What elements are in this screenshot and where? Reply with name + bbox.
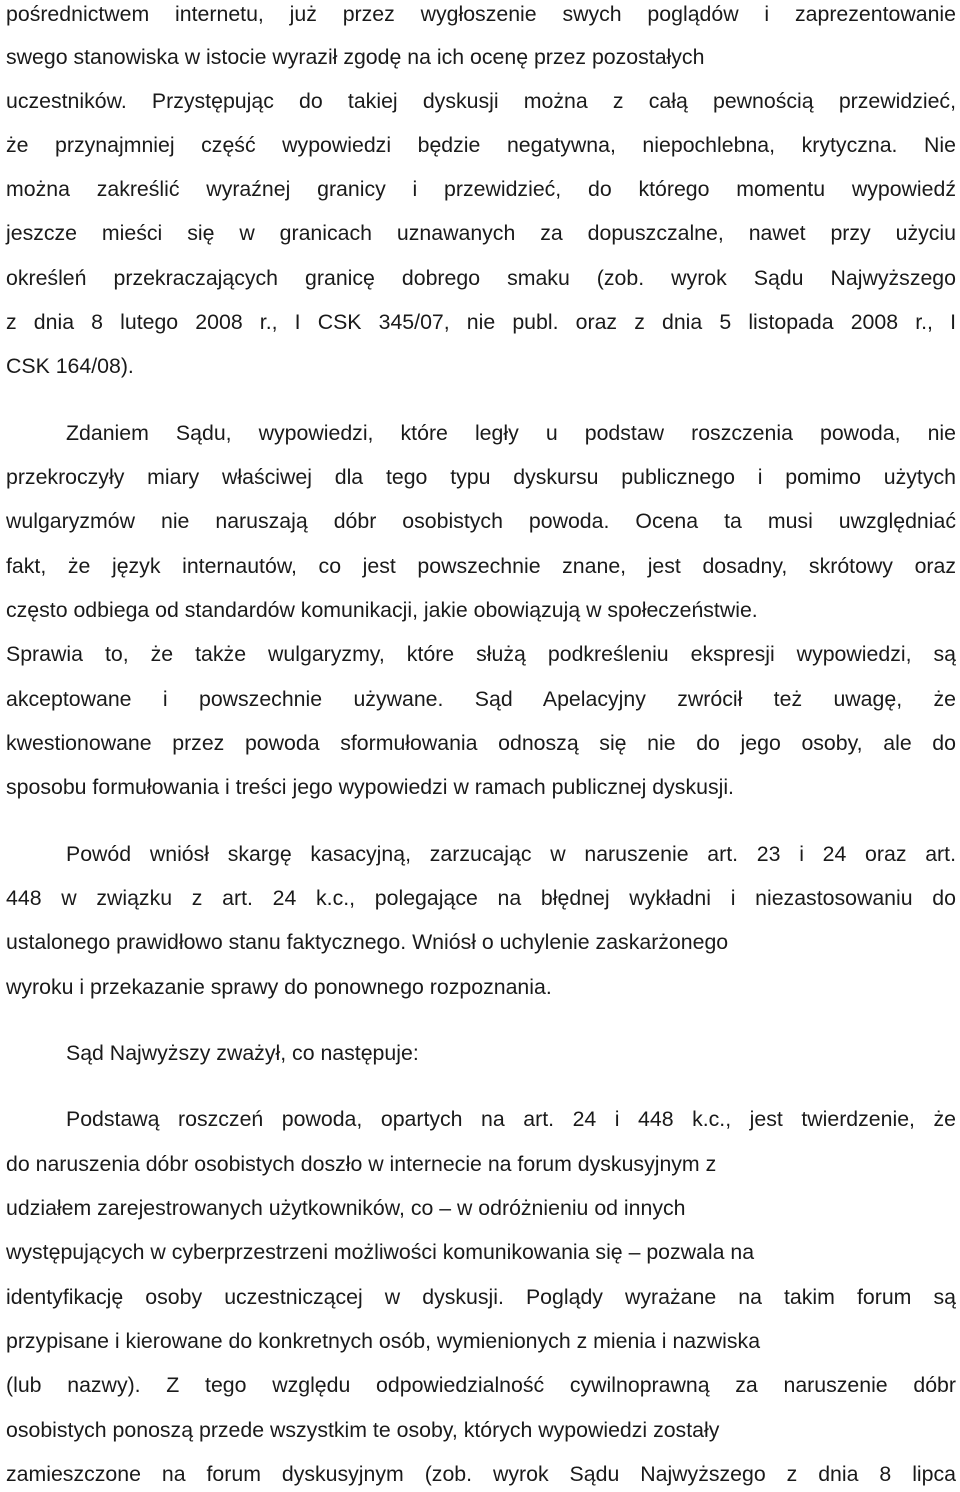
- text-line: osobistych ponoszą przede wszystkim te osoby, których wypowiedzi zostały: [6, 1418, 720, 1442]
- text-line: ustalonego prawidłowo stanu faktycznego. Wniósł o uchylenie zaskarżonego: [6, 930, 729, 954]
- text-line: jeszcze mieści się w granicach uznawanych za dopuszczalne, nawet przy użyciu: [6, 221, 956, 245]
- text-line: wulgaryzmów nie naruszają dóbr osobistych powoda. Ocena ta musi uwzględniać: [6, 509, 956, 533]
- text-line: do naruszenia dóbr osobistych doszło w internecie na forum dyskusyjnym z: [6, 1152, 717, 1176]
- text-line: kwestionowane przez powoda sformułowania odnoszą się nie do jego osoby, ale do: [6, 731, 956, 755]
- text-line: fakt, że język internautów, co jest powszechnie znane, jest dosadny, skrótowy oraz: [6, 554, 956, 578]
- text-line: 448 w związku z art. 24 k.c., polegające na błędnej wykładni i niezastosowaniu do: [6, 886, 956, 910]
- text-line: można zakreślić wyraźnej granicy i przewidzieć, do którego momentu wypowiedź: [6, 177, 956, 201]
- text-line: sposobu formułowania i treści jego wypowiedzi w ramach publicznej dyskusji.: [6, 775, 734, 799]
- text-line: CSK 164/08).: [6, 354, 134, 378]
- text-line: Zdaniem Sądu, wypowiedzi, które legły u podstaw roszczenia powoda, nie: [66, 421, 956, 445]
- text-line: Sprawia to, że także wulgaryzmy, które służą podkreśleniu ekspresji wypowiedzi, są: [6, 642, 956, 666]
- text-line: występujących w cyberprzestrzeni możliwości komunikowania się – pozwala na: [6, 1240, 755, 1264]
- text-line: określeń przekraczających granicę dobrego smaku (zob. wyrok Sądu Najwyższego: [6, 266, 956, 290]
- text-line: uczestników. Przystępując do takiej dyskusji można z całą pewnością przewidzieć,: [6, 89, 956, 113]
- text-line: udziałem zarejestrowanych użytkowników, co – w odróżnieniu od innych: [6, 1196, 686, 1220]
- text-line: swego stanowiska w istocie wyraził zgodę na ich ocenę przez pozostałych: [6, 45, 705, 69]
- text-line: często odbiega od standardów komunikacji, jakie obowiązują w społeczeństwie.: [6, 598, 758, 622]
- text-line: przekroczyły miary właściwej dla tego typu dyskursu publicznego i pomimo użytych: [6, 465, 956, 489]
- text-line: wyroku i przekazanie sprawy do ponownego rozpoznania.: [6, 975, 552, 999]
- text-line: akceptowane i powszechnie używane. Sąd Apelacyjny zwrócił też uwagę, że: [6, 687, 956, 711]
- text-line: że przynajmniej część wypowiedzi będzie negatywna, niepochlebna, krytyczna. Nie: [6, 133, 956, 157]
- text-line: Powód wniósł skargę kasacyjną, zarzucając w naruszenie art. 23 i 24 oraz art.: [66, 842, 956, 866]
- text-line: zamieszczone na forum dyskusyjnym (zob. wyrok Sądu Najwyższego z dnia 8 lipca: [6, 1462, 956, 1486]
- text-line: przypisane i kierowane do konkretnych osób, wymienionych z mienia i nazwiska: [6, 1329, 761, 1353]
- text-line: Sąd Najwyższy zważył, co następuje:: [66, 1041, 419, 1065]
- text-line: z dnia 8 lutego 2008 r., I CSK 345/07, nie publ. oraz z dnia 5 listopada 2008 r., I: [6, 310, 956, 334]
- text-line: identyfikację osoby uczestniczącej w dyskusji. Poglądy wyrażane na takim forum są: [6, 1285, 956, 1309]
- text-line: pośrednictwem internetu, już przez wygłoszenie swych poglądów i zaprezentowanie: [6, 2, 956, 26]
- text-line: (lub nazwy). Z tego względu odpowiedzialność cywilnoprawną za naruszenie dóbr: [6, 1373, 956, 1397]
- text-line: Podstawą roszczeń powoda, opartych na art. 24 i 448 k.c., jest twierdzenie, że: [66, 1107, 956, 1131]
